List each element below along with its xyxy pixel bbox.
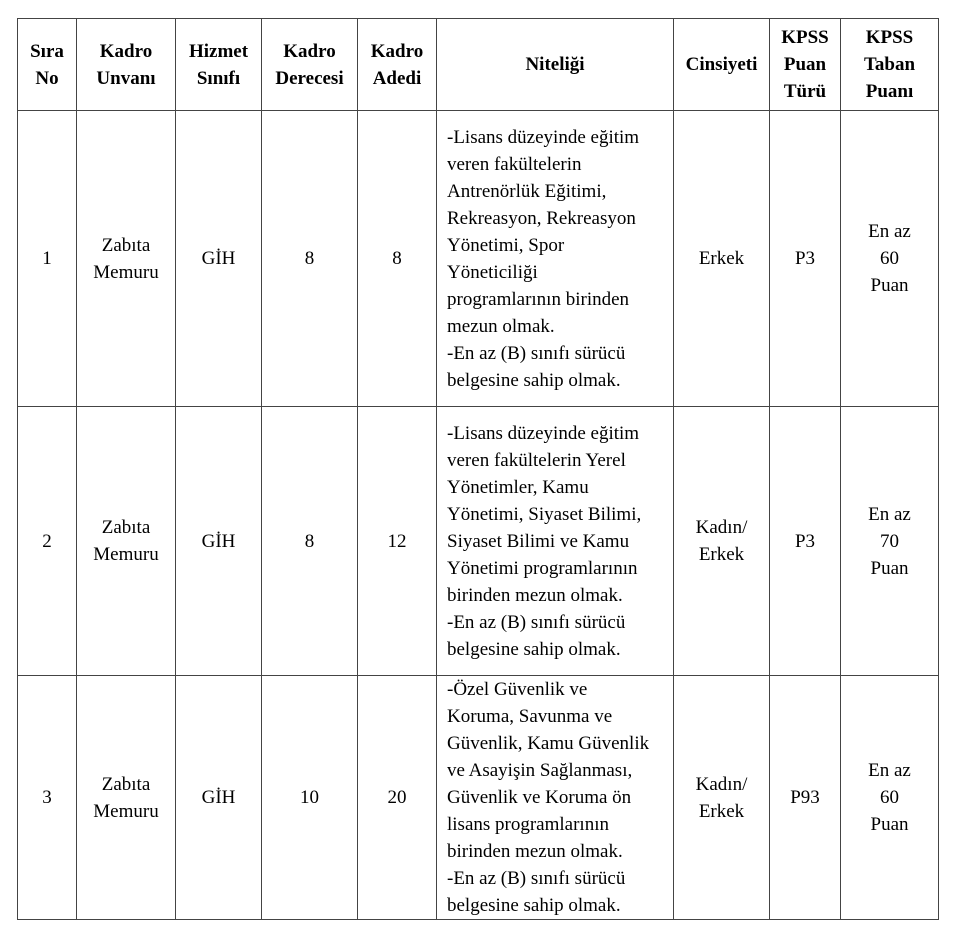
cell-kadro-derecesi: 8	[262, 111, 358, 407]
header-kadro-derecesi: Kadro Derecesi	[262, 19, 358, 111]
table-row	[18, 111, 939, 407]
cell-kadro-derecesi: 10	[262, 676, 358, 920]
table-row	[18, 407, 939, 676]
header-kpss-taban-puani: KPSS Taban Puanı	[841, 19, 939, 111]
cell-kpss-puan-turu: P93	[770, 676, 841, 920]
cell-hizmet-sinifi: GİH	[176, 111, 262, 407]
cell-kpss-puan-turu: P3	[770, 111, 841, 407]
cell-kadro-unvani: Zabıta Memuru	[77, 676, 176, 920]
cell-sira-no: 1	[18, 111, 77, 407]
cell-kadro-adedi: 12	[358, 407, 437, 676]
cell-kpss-taban-puani: En az 70 Puan	[841, 407, 939, 676]
cell-kpss-taban-puani: En az 60 Puan	[841, 111, 939, 407]
header-sira-no: Sıra No	[18, 19, 77, 111]
cell-cinsiyeti: Kadın/ Erkek	[674, 676, 770, 920]
cell-kadro-unvani: Zabıta Memuru	[77, 111, 176, 407]
cell-kadro-adedi: 20	[358, 676, 437, 920]
header-row	[18, 19, 939, 111]
header-kpss-puan-turu: KPSS Puan Türü	[770, 19, 841, 111]
header-cinsiyeti: Cinsiyeti	[674, 19, 770, 111]
cell-kadro-derecesi: 8	[262, 407, 358, 676]
cell-kpss-taban-puani: En az 60 Puan	[841, 676, 939, 920]
header-kadro-unvani: Kadro Unvanı	[77, 19, 176, 111]
cell-niteligi: -Lisans düzeyinde eğitim veren fakültelerin Antrenörlük Eğitimi, Rekreasyon, Rekreasyon Yönetimi, Spor Yöneticiliği programlarının birinden mezun olmak. -En az (B) sınıfı sürücü belgesine sahip olmak.	[437, 111, 674, 407]
cell-kpss-puan-turu: P3	[770, 407, 841, 676]
cell-hizmet-sinifi: GİH	[176, 676, 262, 920]
cell-niteligi: -Özel Güvenlik ve Koruma, Savunma ve Güvenlik, Kamu Güvenlik ve Asayişin Sağlanması, Güvenlik ve Koruma ön lisans programlarının birinden mezun olmak. -En az (B) sınıfı sürücü belgesine sahip olmak.	[437, 676, 674, 920]
staff-positions-table	[17, 18, 939, 920]
header-niteligi: Niteliği	[437, 19, 674, 111]
table-row	[18, 676, 939, 920]
cell-hizmet-sinifi: GİH	[176, 407, 262, 676]
cell-cinsiyeti: Kadın/ Erkek	[674, 407, 770, 676]
cell-kadro-unvani: Zabıta Memuru	[77, 407, 176, 676]
header-kadro-adedi: Kadro Adedi	[358, 19, 437, 111]
cell-niteligi: -Lisans düzeyinde eğitim veren fakültelerin Yerel Yönetimler, Kamu Yönetimi, Siyaset Bilimi, Siyaset Bilimi ve Kamu Yönetimi programlarının birinden mezun olmak. -En az (B) sınıfı sürücü belgesine sahip olmak.	[437, 407, 674, 676]
cell-sira-no: 3	[18, 676, 77, 920]
header-hizmet-sinifi: Hizmet Sınıfı	[176, 19, 262, 111]
cell-sira-no: 2	[18, 407, 77, 676]
cell-cinsiyeti: Erkek	[674, 111, 770, 407]
cell-kadro-adedi: 8	[358, 111, 437, 407]
